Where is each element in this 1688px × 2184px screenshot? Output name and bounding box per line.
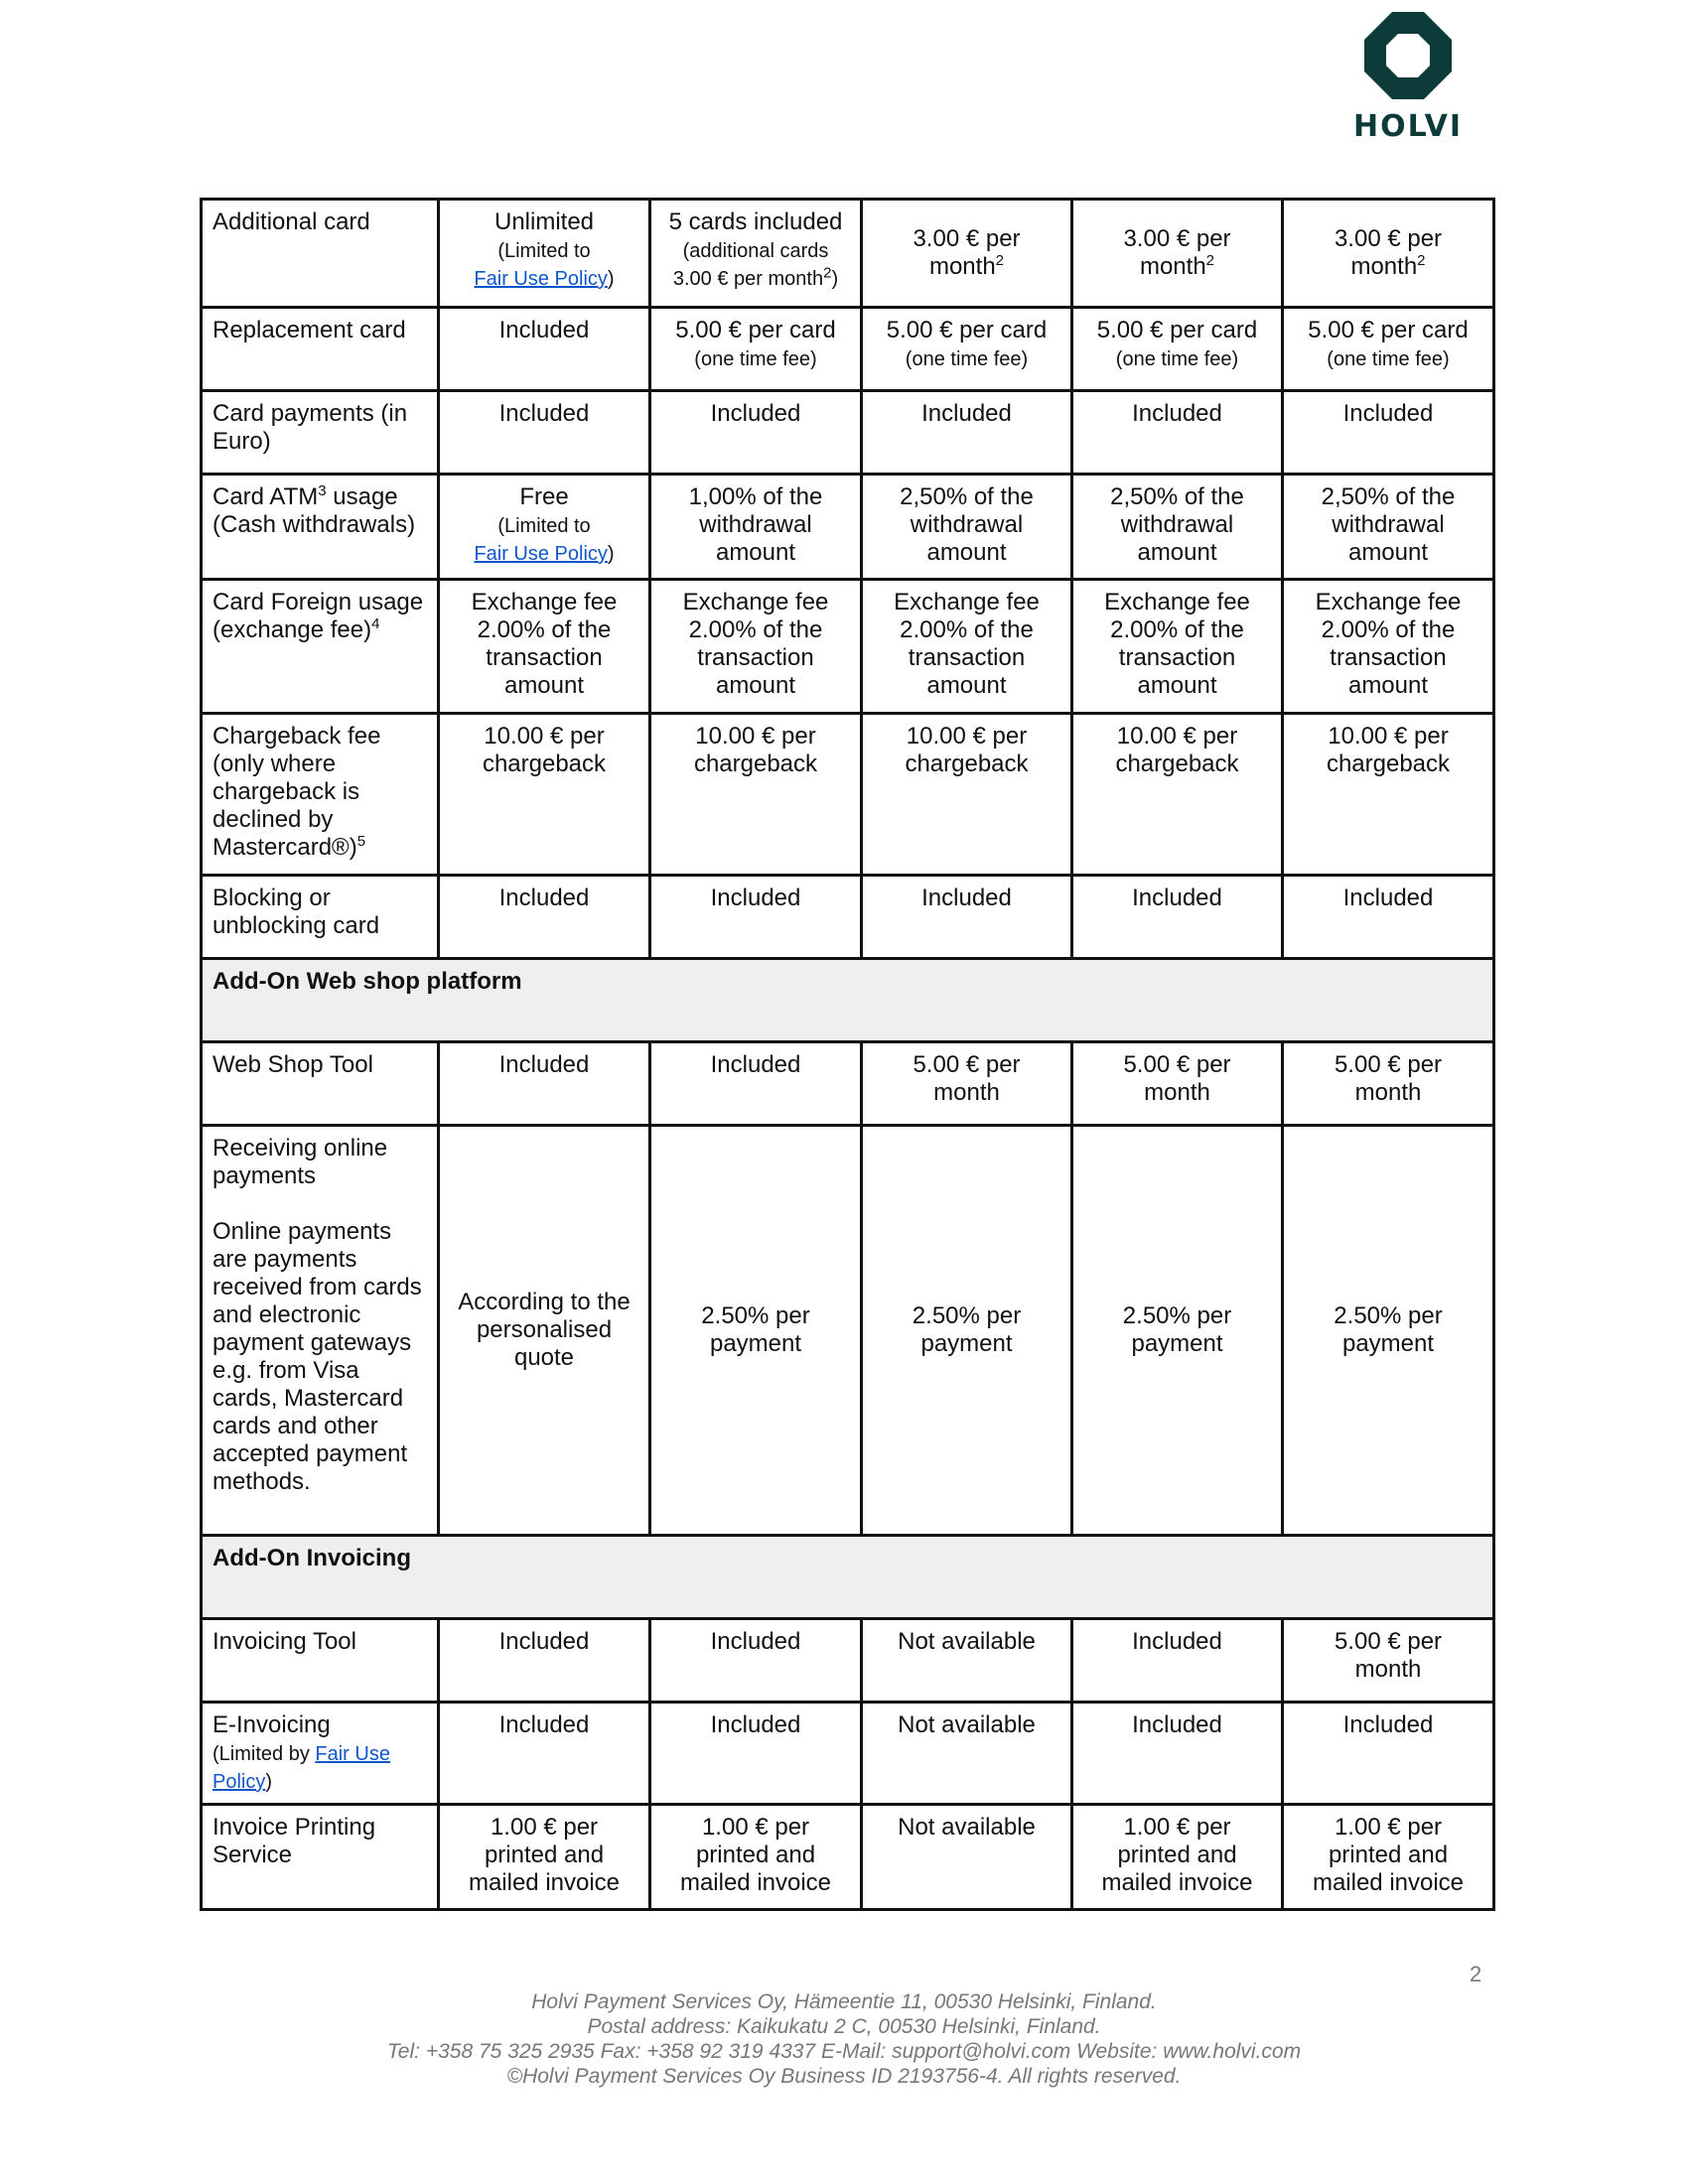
table-cell: According to the personalised quote: [439, 1126, 650, 1536]
table-cell: Included: [439, 1619, 650, 1703]
table-cell: Included: [439, 876, 650, 959]
table-cell: 5.00 € per card (one time fee): [1283, 308, 1494, 391]
table-cell: Exchange fee 2.00% of the transaction amount: [1283, 580, 1494, 714]
fee-table: [200, 198, 1495, 1911]
table-cell: Included: [650, 1619, 862, 1703]
table-cell: Included: [862, 876, 1072, 959]
table-row: [202, 308, 1494, 391]
table-cell: Included: [1072, 391, 1283, 475]
table-cell: Included: [650, 391, 862, 475]
table-cell: 3.00 € per month$^2$: [1283, 200, 1494, 308]
table-section-row: [202, 1536, 1494, 1619]
table-cell: Included: [439, 308, 650, 391]
table-cell: Not available: [862, 1619, 1072, 1703]
table-cell: 5.00 € per month: [1283, 1619, 1494, 1703]
table-cell: Included: [650, 1703, 862, 1805]
table-cell: 3.00 € per month$^2$: [862, 200, 1072, 308]
table-cell: Included: [439, 1042, 650, 1126]
table-cell: 1.00 € per printed and mailed invoice: [650, 1805, 862, 1910]
row-label: Receiving online payments Online payments are payments received from cards and electronic payment gateways e.g. from Visa cards, Mastercard cards and other accepted payment methods.: [202, 1126, 439, 1536]
table-cell: Included: [1072, 1619, 1283, 1703]
row-label: Card payments (in Euro): [202, 391, 439, 475]
footer-line: ©Holvi Payment Services Oy Business ID 2193756-4. All rights reserved.: [506, 2065, 1182, 2088]
table-cell: 10.00 € per chargeback: [862, 714, 1072, 876]
section-heading: Add-On Web shop platform: [202, 959, 1494, 1042]
row-label: Web Shop Tool: [202, 1042, 439, 1126]
fair-use-policy-link[interactable]: Fair Use Policy: [474, 543, 608, 565]
footer: [0, 1989, 1688, 2089]
table-cell: 2.50% per payment: [1072, 1126, 1283, 1536]
table-cell: Exchange fee 2.00% of the transaction amount: [1072, 580, 1283, 714]
table-cell: Unlimited (Limited to Fair Use Policy): [439, 200, 650, 308]
table-cell: 1.00 € per printed and mailed invoice: [1072, 1805, 1283, 1910]
table-cell: 2.50% per payment: [650, 1126, 862, 1536]
row-label: Invoicing Tool: [202, 1619, 439, 1703]
table-cell: Included: [439, 1703, 650, 1805]
table-cell: 10.00 € per chargeback: [650, 714, 862, 876]
table-cell: 3.00 € per month$^2$: [1072, 200, 1283, 308]
table-row: [202, 391, 1494, 475]
table-cell: Free (Limited to Fair Use Policy): [439, 475, 650, 580]
holvi-logo: [1342, 10, 1474, 144]
table-cell: 10.00 € per chargeback: [439, 714, 650, 876]
table-cell: Included: [1072, 1703, 1283, 1805]
table-cell: 5.00 € per month: [1072, 1042, 1283, 1126]
footer-line: Postal address: Kaikukatu 2 C, 00530 Helsinki, Finland.: [587, 2015, 1101, 2038]
table-cell: 5 cards included (additional cards 3.00 € per month$^2$): [650, 200, 862, 308]
table-cell: Exchange fee 2.00% of the transaction amount: [650, 580, 862, 714]
table-row: [202, 1703, 1494, 1805]
table-cell: 5.00 € per month: [862, 1042, 1072, 1126]
table-cell: Included: [1072, 876, 1283, 959]
table-cell: 10.00 € per chargeback: [1072, 714, 1283, 876]
table-row: [202, 475, 1494, 580]
table-cell: Included: [439, 391, 650, 475]
page-number: 2: [1470, 1962, 1482, 1986]
row-label: Card Foreign usage (exchange fee)$^4$: [202, 580, 439, 714]
table-cell: 1.00 € per printed and mailed invoice: [1283, 1805, 1494, 1910]
table-cell: Exchange fee 2.00% of the transaction amount: [439, 580, 650, 714]
table-cell: 2,50% of the withdrawal amount: [1072, 475, 1283, 580]
table-cell: 2,50% of the withdrawal amount: [862, 475, 1072, 580]
table-cell: 5.00 € per card (one time fee): [862, 308, 1072, 391]
section-heading: Add-On Invoicing: [202, 1536, 1494, 1619]
table-cell: Included: [650, 876, 862, 959]
row-label: Invoice Printing Service: [202, 1805, 439, 1910]
table-section-row: [202, 959, 1494, 1042]
table-row: [202, 1126, 1494, 1536]
table-cell: Included: [862, 391, 1072, 475]
table-cell: Included: [1283, 391, 1494, 475]
table-cell: 2,50% of the withdrawal amount: [1283, 475, 1494, 580]
table-cell: Included: [1283, 876, 1494, 959]
row-label: Blocking or unblocking card: [202, 876, 439, 959]
row-label: Additional card: [202, 200, 439, 308]
table-cell: 5.00 € per card (one time fee): [1072, 308, 1283, 391]
table-cell: Included: [1283, 1703, 1494, 1805]
table-row: [202, 1042, 1494, 1126]
table-cell: Included: [650, 1042, 862, 1126]
fair-use-policy-link[interactable]: Fair Use Policy: [212, 1743, 390, 1793]
table-row: [202, 200, 1494, 308]
holvi-wordmark: HOLVI: [1353, 109, 1463, 144]
footer-line: Holvi Payment Services Oy, Hämeentie 11, 00530 Helsinki, Finland.: [531, 1990, 1157, 2013]
holvi-octagon-icon: [1362, 10, 1454, 101]
table-row: [202, 714, 1494, 876]
table-row: [202, 876, 1494, 959]
row-label: Chargeback fee (only where chargeback is declined by Mastercard®)$^5$: [202, 714, 439, 876]
table-cell: Exchange fee 2.00% of the transaction amount: [862, 580, 1072, 714]
row-label: E-Invoicing (Limited by Fair Use Policy): [202, 1703, 439, 1805]
footer-line: Tel: +358 75 325 2935 Fax: +358 92 319 4337 E-Mail: support@holvi.com Website: www.holvi.com: [386, 2040, 1302, 2063]
row-label: Replacement card: [202, 308, 439, 391]
table-row: [202, 1805, 1494, 1910]
table-cell: 2.50% per payment: [862, 1126, 1072, 1536]
table-cell: 5.00 € per card (one time fee): [650, 308, 862, 391]
table-cell: 5.00 € per month: [1283, 1042, 1494, 1126]
table-cell: 1,00% of the withdrawal amount: [650, 475, 862, 580]
table-cell: 2.50% per payment: [1283, 1126, 1494, 1536]
table-row: [202, 1619, 1494, 1703]
table-cell: Not available: [862, 1703, 1072, 1805]
table-cell: Not available: [862, 1805, 1072, 1910]
table-row: [202, 580, 1494, 714]
fair-use-policy-link[interactable]: Fair Use Policy: [474, 268, 608, 290]
fee-table-body: [202, 200, 1494, 1910]
table-cell: 10.00 € per chargeback: [1283, 714, 1494, 876]
row-label: Card ATM$^3$ usage (Cash withdrawals): [202, 475, 439, 580]
table-cell: 1.00 € per printed and mailed invoice: [439, 1805, 650, 1910]
